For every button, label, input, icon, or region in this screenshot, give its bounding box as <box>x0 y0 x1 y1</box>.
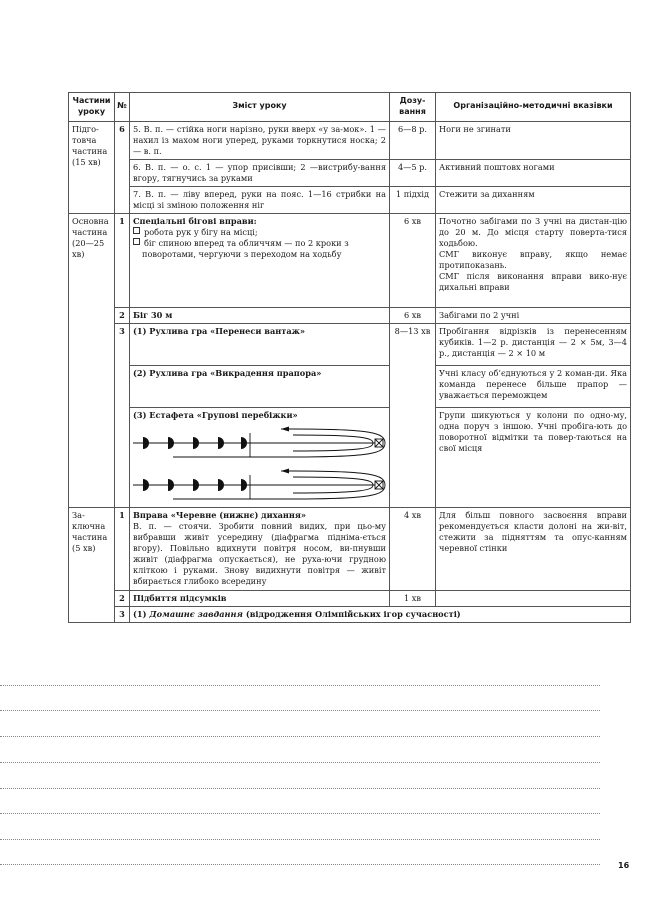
note-line <box>0 864 600 865</box>
exercise-text: 5. В. п. — стійка ноги нарізно, руки вверх «у за-мок». 1 — нахил із махом ноги уперед, руками торкнутися носка; 2 — в. п. <box>130 121 390 159</box>
row-number: 1 <box>115 508 130 590</box>
checkbox-square-icon <box>133 227 140 234</box>
row-number: 1 <box>115 214 130 308</box>
method-note: Для більш повного засвоєння вправи рекомендується класти долоні на жи-віт, стежити за підняттям та опус-канням черевної стінки <box>436 508 631 590</box>
page-number: 16 <box>618 861 630 870</box>
game-title: (1) Рухлива гра «Перенеси вантаж» <box>130 324 390 366</box>
row-number: 2 <box>115 590 130 606</box>
table-row <box>69 214 631 308</box>
game-title: (2) Рухлива гра «Викрадення прапора» <box>130 366 390 408</box>
method-note: Ноги не згинати <box>436 121 631 159</box>
table-row <box>69 606 631 622</box>
row-number: 2 <box>115 308 130 324</box>
exercise-title: Біг 30 м <box>130 308 390 324</box>
part-prep-label: Підго-товча частина (15 хв) <box>69 121 115 213</box>
exercise-cell <box>130 508 390 590</box>
homework-cell <box>130 606 631 622</box>
method-note: Почотно забігами по 3 учні на дистан-цію до 20 м. До місця старту поверта-тися ходьбою. СМГ виконує вправу, якщо немає протипоказань. СМГ після виконання вправи вико-нує дихальні вправи <box>436 214 631 308</box>
row-number: 3 <box>115 606 130 622</box>
method-note: Групи шикуються у колони по одно-му, одна поруч з іншою. Учні пробіга-ють до поворотної відмітки та повер-таються на свої місця <box>436 408 631 508</box>
header-part: Частини уроку <box>69 93 115 122</box>
row-number: 6 <box>115 121 130 213</box>
checkbox-square-icon <box>133 238 140 245</box>
homework-prefix: (1) <box>133 608 150 619</box>
dosage: 6 хв <box>390 308 436 324</box>
part-main-label: Основна частина (20—25 хв) <box>69 214 115 508</box>
table-row <box>69 159 631 186</box>
exercise-title: Підбиття підсумків <box>130 590 390 606</box>
note-line <box>0 813 600 814</box>
list-item: біг спиною вперед та обличчям — по 2 кроки з поворотами, чергуючи з переходом на ходьбу <box>133 238 386 260</box>
note-line <box>0 710 600 711</box>
dosage: 6—8 р. <box>390 121 436 159</box>
dosage: 8—13 хв <box>390 324 436 508</box>
method-note <box>436 590 631 606</box>
dosage: 6 хв <box>390 214 436 308</box>
exercise-text: 7. В. п. — ліву вперед, руки на пояс. 1—16 стрибки на місці зі зміною положення ніг <box>130 186 390 213</box>
method-note: Пробігання відрізків із перенесенням кубиків. 1—2 р. дистанція — 2 × 5м, 3—4 р., дистанція — 2 × 10 м <box>436 324 631 366</box>
table-row <box>69 590 631 606</box>
note-line <box>0 736 600 737</box>
dosage: 4 хв <box>390 508 436 590</box>
note-line <box>0 685 600 686</box>
exercise-title: Вправа «Черевне (нижнє) дихання» <box>133 510 307 521</box>
exercise-title: Спеціальні бігові вправи: <box>133 216 257 227</box>
header-num: № <box>115 93 130 122</box>
table-row <box>69 508 631 590</box>
row-number: 3 <box>115 324 130 508</box>
method-note: Забігами по 2 учні <box>436 308 631 324</box>
table-row <box>69 366 631 408</box>
note-line <box>0 788 600 789</box>
exercise-text: В. п. — стоячи. Зробити повний видих, при цьо-му вибравши живіт усередину (діафрагма підніма-ється вгору). Повільно вдихнути повітря носом, ви-пнувши живіт (діафрагма опускається), не руха-ючи грудною кліткою і руками. Знову видихнути повітря — живіт вбирається глибоко всередину <box>133 521 386 587</box>
exercise-cell <box>130 214 390 308</box>
lesson-plan-table <box>68 92 631 623</box>
method-note: Учні класу об’єднуються у 2 коман-ди. Яка команда перенесе більше прапор — уважається переможцем <box>436 366 631 408</box>
exercise-text: 6. В. п. — о. с. 1 — упор присівши; 2 —вистрибу-вання вгору, тягнучись за руками <box>130 159 390 186</box>
method-note: Активний поштовх ногами <box>436 159 631 186</box>
header-content: Зміст уроку <box>130 93 390 122</box>
dosage: 1 хв <box>390 590 436 606</box>
dosage: 4—5 р. <box>390 159 436 186</box>
relay-cell <box>130 408 390 508</box>
note-line <box>0 762 600 763</box>
header-row <box>69 93 631 122</box>
dosage: 1 підхід <box>390 186 436 213</box>
homework-label: Домашнє завдання <box>149 608 243 619</box>
table-row <box>69 308 631 324</box>
game-title: (3) Естафета «Групові перебіжки» <box>133 410 298 421</box>
table-row <box>69 121 631 159</box>
method-note: Стежити за диханням <box>436 186 631 213</box>
table-row <box>69 186 631 213</box>
relay-diagram <box>133 421 387 501</box>
list-item: робота рук у бігу на місці; <box>133 227 386 238</box>
table-row <box>69 324 631 366</box>
part-final-label: За-ключна частина (5 хв) <box>69 508 115 623</box>
header-dose: Дозу-вання <box>390 93 436 122</box>
table-row <box>69 408 631 508</box>
note-line <box>0 839 600 840</box>
homework-text: (відродження Олімпійських ігор сучасності) <box>242 608 461 619</box>
header-notes: Організаційно-методичні вказівки <box>436 93 631 122</box>
